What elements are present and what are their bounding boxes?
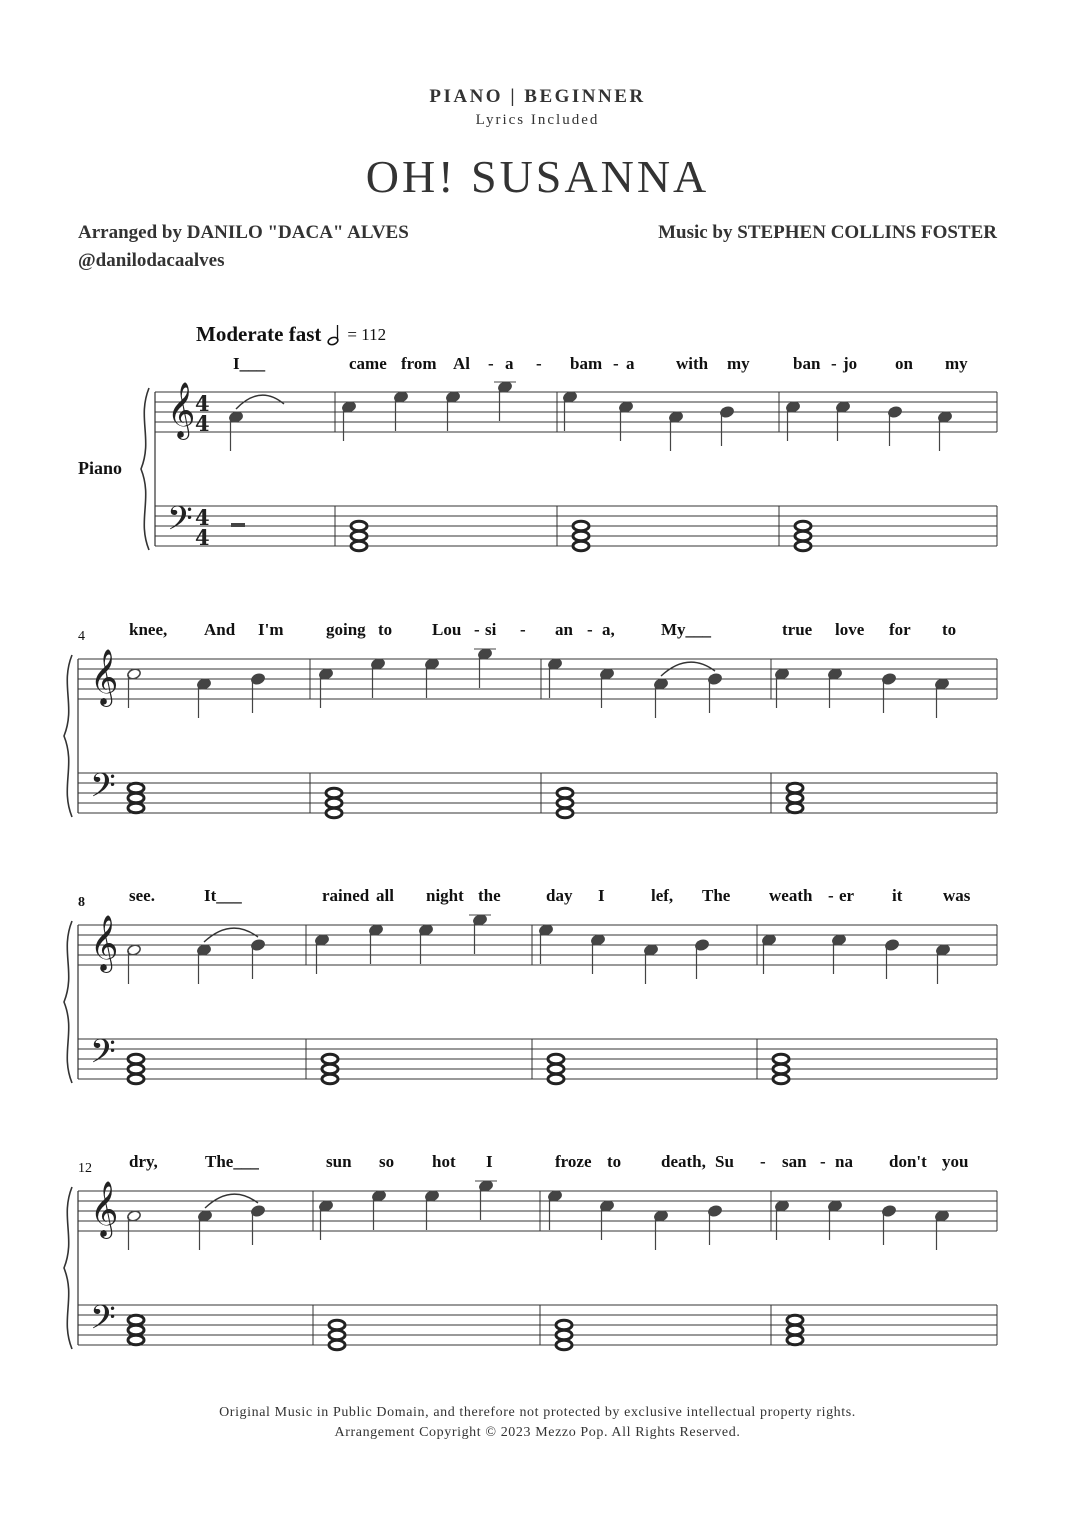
lyric-syllable: sun — [326, 1152, 352, 1171]
lyric-syllable: My___ — [661, 620, 712, 639]
composer-credit: Music by STEPHEN COLLINS FOSTER — [658, 222, 997, 243]
lyrics-note: Lyrics Included — [475, 112, 600, 128]
bass-clef-icon: 𝄢 — [90, 767, 116, 813]
lyric-syllable: bam — [570, 354, 603, 373]
lyric-syllable: si — [485, 620, 497, 639]
lyric-syllable: rained — [322, 886, 370, 905]
chord-note — [795, 521, 811, 531]
treble-clef-icon: 𝄞 — [167, 382, 196, 438]
lyric-syllable: my — [727, 354, 750, 373]
lyric-syllable: ban — [793, 354, 821, 373]
lyric-syllable: was — [943, 886, 971, 905]
lyric-syllable: on — [895, 354, 913, 373]
lyric-syllable: knee, — [129, 620, 168, 639]
tempo-bpm: = 112 — [347, 324, 387, 344]
lyric-syllable: the — [478, 886, 501, 905]
chord-note — [573, 521, 589, 531]
lyric-syllable: came — [349, 354, 387, 373]
brace — [141, 388, 149, 550]
public-domain-notice: Original Music in Public Domain, and therefore not protected by exclusive intellectual property rights. — [219, 1405, 856, 1420]
lyric-syllable: true — [782, 620, 813, 639]
measure-number: 8 — [78, 895, 85, 910]
lyric-syllable: I'm — [258, 620, 284, 639]
chord-note — [322, 1074, 338, 1084]
chord-note — [329, 1320, 345, 1330]
lyric-syllable: I — [486, 1152, 493, 1171]
chord-note — [322, 1054, 338, 1064]
lyric-syllable: you — [942, 1152, 969, 1171]
lyric-syllable: an — [555, 620, 573, 639]
lyric-syllable: - — [520, 620, 526, 639]
lyric-syllable: er — [839, 886, 855, 905]
chord-note — [795, 541, 811, 551]
lyric-syllable: night — [426, 886, 464, 905]
chord-note — [557, 798, 573, 808]
lyric-syllable: - — [613, 354, 619, 373]
tempo-text: Moderate fast — [196, 322, 322, 346]
chord-note — [787, 1335, 803, 1345]
lyric-syllable: Lou — [432, 620, 462, 639]
instrument-label: Piano — [78, 458, 123, 478]
lyric-syllable: I — [598, 886, 605, 905]
chord-note — [787, 803, 803, 813]
lyric-syllable: san — [782, 1152, 807, 1171]
lyric-syllable: The — [702, 886, 731, 905]
lyric-syllable: - — [536, 354, 542, 373]
lyric-syllable: dry, — [129, 1152, 158, 1171]
chord-note — [556, 1330, 572, 1340]
bass-clef-icon: 𝄢 — [90, 1299, 116, 1345]
song-title: OH! SUSANNA — [365, 151, 710, 202]
lyric-syllable: to — [378, 620, 393, 639]
lyric-syllable: a — [505, 354, 514, 373]
lyric-syllable: love — [835, 620, 865, 639]
lyric-syllable: all — [376, 886, 394, 905]
chord-note — [351, 541, 367, 551]
lyric-syllable: from — [401, 354, 437, 373]
brace — [64, 1187, 72, 1349]
treble-clef-icon: 𝄞 — [90, 1181, 119, 1237]
lyric-syllable: weath — [769, 886, 813, 905]
chord-note — [573, 531, 589, 541]
chord-note — [128, 1325, 144, 1335]
chord-note — [773, 1054, 789, 1064]
chord-note — [326, 788, 342, 798]
chord-note — [329, 1340, 345, 1350]
lyric-syllable: - — [828, 886, 834, 905]
time-signature: 4 — [195, 505, 210, 530]
time-signature: 4 — [195, 411, 210, 436]
chord-note — [557, 788, 573, 798]
chord-note — [128, 783, 144, 793]
chord-note — [787, 793, 803, 803]
lyric-syllable: so — [379, 1152, 395, 1171]
chord-note — [128, 803, 144, 813]
chord-note — [773, 1064, 789, 1074]
lyric-syllable: It___ — [204, 886, 242, 905]
chord-note — [573, 541, 589, 551]
lyric-syllable: it — [892, 886, 903, 905]
chord-note — [326, 808, 342, 818]
lyric-syllable: - — [474, 620, 480, 639]
arranger-handle: @danilodacaalves — [78, 250, 225, 271]
chord-note — [787, 1325, 803, 1335]
chord-note — [128, 1074, 144, 1084]
chord-note — [556, 1340, 572, 1350]
lyric-syllable: And — [204, 620, 236, 639]
lyric-syllable: - — [831, 354, 837, 373]
lyric-syllable: a — [626, 354, 635, 373]
chord-note — [787, 783, 803, 793]
time-signature: 4 — [195, 525, 210, 550]
chord-note — [557, 808, 573, 818]
chord-note — [787, 1315, 803, 1325]
chord-note — [548, 1064, 564, 1074]
chord-note — [773, 1074, 789, 1084]
chord-note — [128, 1054, 144, 1064]
chord-note — [329, 1330, 345, 1340]
lyric-syllable: to — [942, 620, 957, 639]
lyric-syllable: - — [587, 620, 593, 639]
arranger-credit: Arranged by DANILO "DACA" ALVES — [78, 222, 409, 243]
lyric-syllable: na — [835, 1152, 853, 1171]
chord-note — [351, 531, 367, 541]
chord-note — [128, 793, 144, 803]
lyric-syllable: The___ — [205, 1152, 259, 1171]
time-signature: 4 — [195, 391, 210, 416]
lyric-syllable: Su — [715, 1152, 734, 1171]
lyric-syllable: don't — [889, 1152, 927, 1171]
chord-note — [548, 1074, 564, 1084]
lyric-syllable: for — [889, 620, 911, 639]
lyric-syllable: with — [676, 354, 709, 373]
lyric-syllable: see. — [129, 886, 155, 905]
chord-note — [322, 1064, 338, 1074]
lyric-syllable: - — [820, 1152, 826, 1171]
chord-note — [128, 1064, 144, 1074]
chord-note — [128, 1315, 144, 1325]
chord-note — [326, 798, 342, 808]
lyric-syllable: - — [488, 354, 494, 373]
lyric-syllable: a, — [602, 620, 615, 639]
lyric-syllable: death, — [661, 1152, 706, 1171]
brace — [64, 655, 72, 817]
treble-clef-icon: 𝄞 — [90, 915, 119, 971]
lyric-syllable: going — [326, 620, 366, 639]
bass-clef-icon: 𝄢 — [90, 1033, 116, 1079]
lyric-syllable: - — [760, 1152, 766, 1171]
chord-note — [351, 521, 367, 531]
treble-clef-icon: 𝄞 — [90, 649, 119, 705]
brace — [64, 921, 72, 1083]
chord-note — [128, 1335, 144, 1345]
lyric-syllable: jo — [843, 354, 858, 373]
bass-clef-icon: 𝄢 — [167, 500, 193, 546]
copyright-notice: Arrangement Copyright © 2023 Mezzo Pop. All Rights Reserved. — [334, 1425, 741, 1440]
measure-number: 12 — [78, 1161, 92, 1176]
lyric-syllable: Al — [453, 354, 470, 373]
lyric-syllable: to — [607, 1152, 622, 1171]
lyric-syllable: I___ — [233, 354, 266, 373]
measure-number: 4 — [78, 629, 85, 644]
lyric-syllable: hot — [432, 1152, 456, 1171]
chord-note — [795, 531, 811, 541]
lyric-syllable: day — [546, 886, 573, 905]
lyric-syllable: lef, — [651, 886, 674, 905]
lyric-syllable: my — [945, 354, 968, 373]
chord-note — [556, 1320, 572, 1330]
chord-note — [548, 1054, 564, 1064]
lyric-syllable: froze — [555, 1152, 592, 1171]
level-label: PIANO | BEGINNER — [429, 86, 646, 107]
half-rest-icon — [231, 523, 245, 527]
